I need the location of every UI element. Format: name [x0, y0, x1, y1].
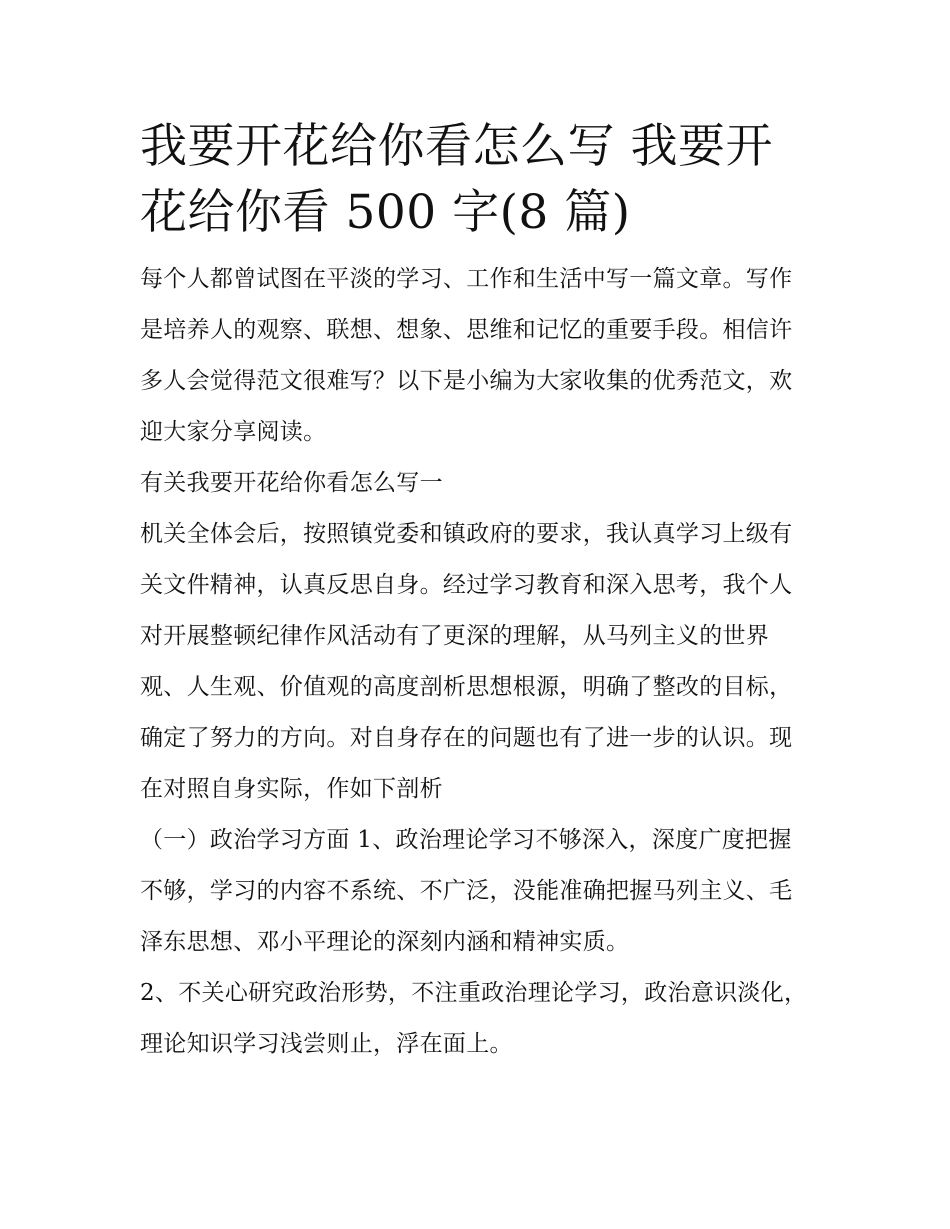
- intro-paragraph: 每个人都曾试图在平淡的学习、工作和生活中写一篇文章。写作是培养人的观察、联想、想象、思维和记忆的重要手段。相信许多人会觉得范文很难写？以下是小编为大家收集的优秀范文，欢迎大家分享阅读。: [140, 266, 793, 445]
- document-body: [140, 254, 812, 1070]
- document-title: 我要开花给你看怎么写 我要开花给你看 500 字(8 篇): [140, 119, 773, 240]
- section-heading: 有关我要开花给你看怎么写一: [140, 470, 443, 496]
- body-paragraph: 2、不关心研究政治形势，不注重政治理论学习，政治意识淡化，理论知识学习浅尝则止，浮在面上。: [140, 980, 808, 1057]
- body-paragraph: 机关全体会后，按照镇党委和镇政府的要求，我认真学习上级有关文件精神，认真反思自身。经过学习教育和深入思考，我个人对开展整顿纪律作风活动有了更深的理解，从马列主义的世界观、人生观、价值观的高度剖析思想根源，明确了整改的目标，确定了努力的方向。对自身存在的问题也有了进一步的认识。现在对照自身实际，作如下剖析: [140, 521, 793, 802]
- document-content: [140, 114, 812, 1070]
- body-paragraph: （一）政治学习方面 1、政治理论学习不够深入，深度广度把握不够，学习的内容不系统、不广泛，没能准确把握马列主义、毛泽东思想、邓小平理论的深刻内涵和精神实质。: [140, 827, 793, 955]
